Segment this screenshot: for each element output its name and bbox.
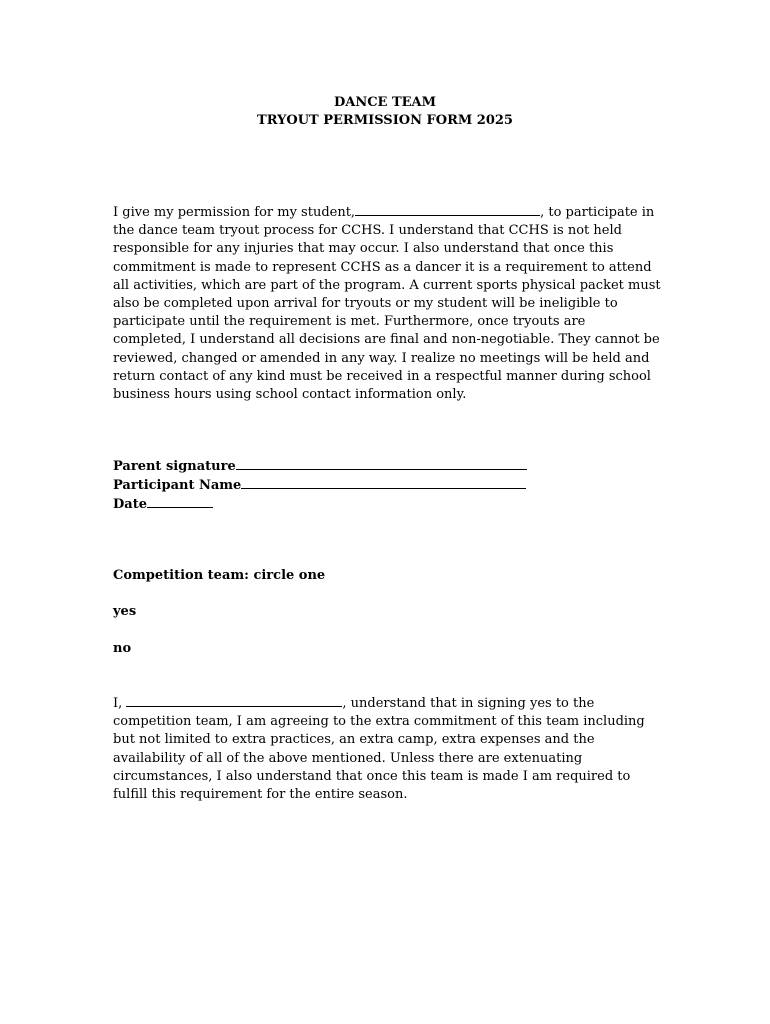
parent-signature-line[interactable]: [236, 457, 527, 470]
participant-name-label: Participant Name: [113, 478, 242, 493]
date-label: Date: [113, 497, 147, 512]
competition-team-label: Competition team: circle one: [113, 568, 326, 583]
signature-block: [113, 457, 527, 514]
parent-signature-label: Parent signature: [113, 459, 236, 474]
student-name-blank[interactable]: [355, 203, 540, 216]
title-line-2: TRYOUT PERMISSION FORM 2025: [257, 113, 513, 128]
participant-name-line[interactable]: [241, 476, 526, 489]
competition-option-yes[interactable]: yes: [113, 604, 137, 619]
form-title: [0, 94, 770, 130]
agreement-text-rest: , understand that in signing yes to the competition team, I am agreeing to the extra commitment of this team including but not limited to extra practices, an extra camp, extra expenses and the availability of all of the above mentioned. Unless there are extenuating circumstances, I also understand that once this team is made I am required to fulfill this requirement for the entire season.: [113, 696, 645, 803]
competition-option-no[interactable]: no: [113, 641, 132, 656]
permission-text-start: I give my permission for my student,: [113, 205, 356, 220]
date-line[interactable]: [147, 495, 213, 508]
parent-signature-row: [113, 457, 527, 476]
title-line-1: DANCE TEAM: [333, 95, 437, 110]
date-row: [113, 495, 527, 514]
agreement-paragraph: [113, 694, 661, 804]
permission-paragraph: [113, 203, 661, 404]
agreement-name-blank[interactable]: [126, 694, 342, 707]
permission-text-rest: , to participate in the dance team tryout process for CCHS. I understand that CCHS is not held responsible for any injuries that may occur. I also understand that once this commitment is made to represent CCHS as a dancer it is a requirement to attend all activities, which are part of the program. A current sports physical packet must also be completed upon arrival for tryouts or my student will be ineligible to participate until the requirement is met. Furthermore, once tryouts are completed, I understand all decisions are final and non-negotiable. They cannot be reviewed, changed or amended in any way. I realize no meetings will be held and return contact of any kind must be received in a respectful manner during school business hours using school contact information only.: [113, 205, 661, 403]
agreement-text-start: I,: [113, 696, 127, 711]
participant-name-row: [113, 476, 527, 495]
